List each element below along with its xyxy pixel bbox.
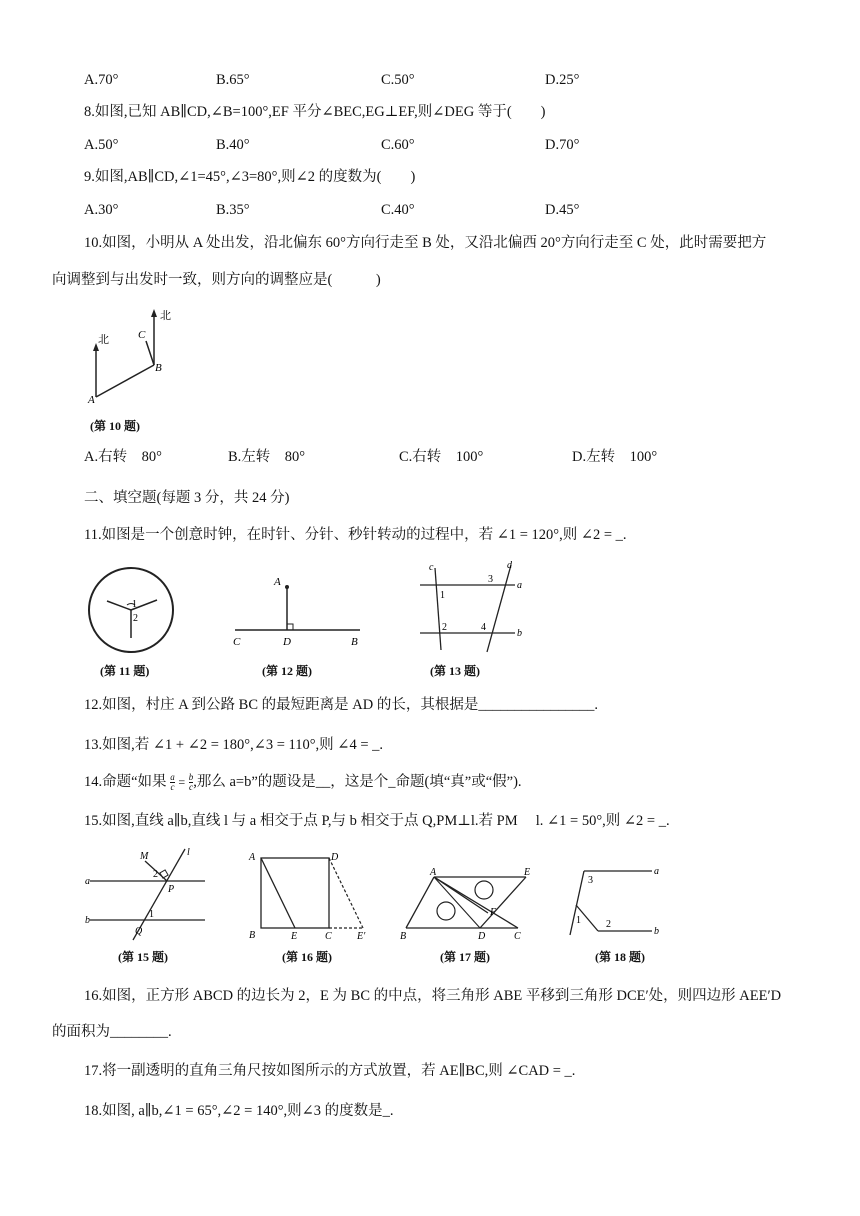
fraction-a-over-c: $\frac{a}{c}$: [170, 772, 175, 793]
svg-text:a: a: [517, 580, 522, 591]
svg-text:E: E: [291, 931, 298, 942]
svg-text:2: 2: [153, 869, 158, 880]
svg-text:c: c: [429, 562, 434, 573]
svg-text:l: l: [187, 847, 190, 858]
figure-q11: [85, 563, 185, 658]
svg-text:A: A: [274, 576, 281, 588]
svg-text:P: P: [168, 884, 175, 895]
svg-text:2: 2: [606, 919, 611, 930]
q12-text: 12.如图，村庄 A 到公路 BC 的最短距离是 AD 的长，其根据是________________.: [84, 697, 598, 713]
q10-option-b: B.左转 80°: [228, 449, 306, 465]
svg-text:C: C: [325, 931, 332, 942]
svg-text:M: M: [140, 851, 149, 862]
svg-text:2: 2: [442, 622, 447, 633]
figure-q12: [225, 575, 370, 655]
q7-option-b: B.65°: [216, 72, 250, 88]
svg-text:a: a: [654, 866, 659, 877]
q8-option-d: D.70°: [545, 137, 580, 153]
svg-text:E′: E′: [357, 931, 366, 942]
north-label-b: 北: [160, 310, 171, 322]
figure-caption-q11: (第 11 题): [100, 664, 150, 678]
svg-text:A: A: [430, 867, 437, 878]
svg-text:C: C: [138, 329, 146, 341]
q14-text: 14.命题“如果 $\frac{a}{c}$ = $\frac{b}{c}$ ,那么 a=b”的题设是__，这是个_命题(填“真”或“假”).: [84, 772, 522, 793]
svg-text:C: C: [514, 931, 521, 942]
q10-option-a: A.右转 80°: [84, 449, 162, 465]
svg-text:3: 3: [588, 875, 593, 886]
figure-caption-q10: (第 10 题): [90, 419, 140, 433]
north-label-a: 北: [98, 334, 109, 346]
svg-text:d: d: [507, 560, 512, 571]
svg-text:Q: Q: [135, 926, 143, 937]
svg-text:b: b: [85, 915, 90, 926]
q8-option-a: A.50°: [84, 137, 119, 153]
q9-text: 9.如图,AB∥CD,∠1=45°,∠3=80°,则∠2 的度数为( ): [84, 169, 416, 185]
svg-text:B: B: [400, 931, 407, 942]
q10-text-line2: 向调整到与出发时一致，则方向的调整应是( ): [52, 272, 381, 288]
svg-text:D: D: [478, 931, 486, 942]
figure-q10: [80, 305, 190, 435]
q8-option-b: B.40°: [216, 137, 250, 153]
svg-text:C: C: [233, 636, 241, 648]
q16-text-line2: 的面积为________.: [52, 1024, 172, 1040]
svg-text:B: B: [155, 362, 162, 374]
svg-text:B: B: [351, 636, 358, 648]
figure-caption-q17: (第 17 题): [440, 950, 490, 964]
figure-caption-q13: (第 13 题): [430, 664, 480, 678]
svg-text:3: 3: [488, 574, 493, 585]
svg-text:1: 1: [440, 590, 445, 601]
q7-option-a: A.70°: [84, 72, 119, 88]
q18-text: 18.如图, a∥b,∠1 = 65°,∠2 = 140°,则∠3 的度数是_.: [84, 1103, 394, 1119]
figure-q13: [415, 560, 525, 655]
svg-text:1: 1: [149, 909, 154, 920]
q10-option-c: C.右转 100°: [399, 449, 484, 465]
fraction-b-over-c: $\frac{b}{c}$: [188, 772, 194, 793]
q10-text-line1: 10.如图，小明从 A 处出发，沿北偏东 60°方向行走至 B 处，又沿北偏西 20°方向行走至 C 处，此时需要把方: [84, 235, 767, 251]
figure-caption-q15: (第 15 题): [118, 950, 168, 964]
q16-text-line1: 16.如图，正方形 ABCD 的边长为 2，E 为 BC 的中点，将三角形 ABE 平移到三角形 DCE′处，则四边形 AEE′D: [84, 988, 782, 1004]
svg-text:B: B: [249, 930, 256, 941]
q9-option-a: A.30°: [84, 202, 119, 218]
svg-text:F: F: [490, 907, 497, 918]
figure-q15: [85, 845, 210, 945]
svg-text:b: b: [654, 926, 659, 937]
q8-text: 8.如图,已知 AB∥CD,∠B=100°,EF 平分∠BEC,EG⊥EF,则∠DEG 等于( ): [84, 104, 546, 120]
svg-text:4: 4: [481, 622, 486, 633]
svg-text:1: 1: [576, 915, 581, 926]
svg-text:1: 1: [132, 599, 137, 610]
figure-q18: [562, 855, 672, 945]
q15-text: 15.如图,直线 a∥b,直线 l 与 a 相交于点 P,与 b 相交于点 Q,PM⊥l.若 PM l. ∠1 = 50°,则 ∠2 = _.: [84, 813, 670, 829]
q9-option-d: D.45°: [545, 202, 580, 218]
q10-option-d: D.左转 100°: [572, 449, 658, 465]
q9-option-b: B.35°: [216, 202, 250, 218]
svg-text:b: b: [517, 628, 522, 639]
figure-caption-q12: (第 12 题): [262, 664, 312, 678]
q7-option-d: D.25°: [545, 72, 580, 88]
section-heading-fill-in: 二、填空题(每题 3 分，共 24 分): [84, 490, 290, 506]
figure-caption-q16: (第 16 题): [282, 950, 332, 964]
svg-text:A: A: [249, 852, 256, 863]
svg-text:a: a: [85, 876, 90, 887]
q9-option-c: C.40°: [381, 202, 415, 218]
figure-q16: [245, 848, 375, 943]
figure-caption-q18: (第 18 题): [595, 950, 645, 964]
q13-text: 13.如图,若 ∠1 + ∠2 = 180°,∠3 = 110°,则 ∠4 = _.: [84, 737, 383, 753]
svg-text:D: D: [331, 852, 339, 863]
q11-text: 11.如图是一个创意时钟，在时针、分针、秒针转动的过程中，若 ∠1 = 120°,则 ∠2 = _.: [84, 527, 627, 543]
q8-option-c: C.60°: [381, 137, 415, 153]
q17-text: 17.将一副透明的直角三角尺按如图所示的方式放置，若 AE∥BC,则 ∠CAD = _.: [84, 1063, 576, 1079]
svg-text:A: A: [88, 394, 95, 406]
figure-q17: [398, 865, 543, 945]
q7-option-c: C.50°: [381, 72, 415, 88]
svg-text:E: E: [524, 867, 531, 878]
svg-text:2: 2: [133, 613, 138, 624]
svg-text:D: D: [283, 636, 291, 648]
